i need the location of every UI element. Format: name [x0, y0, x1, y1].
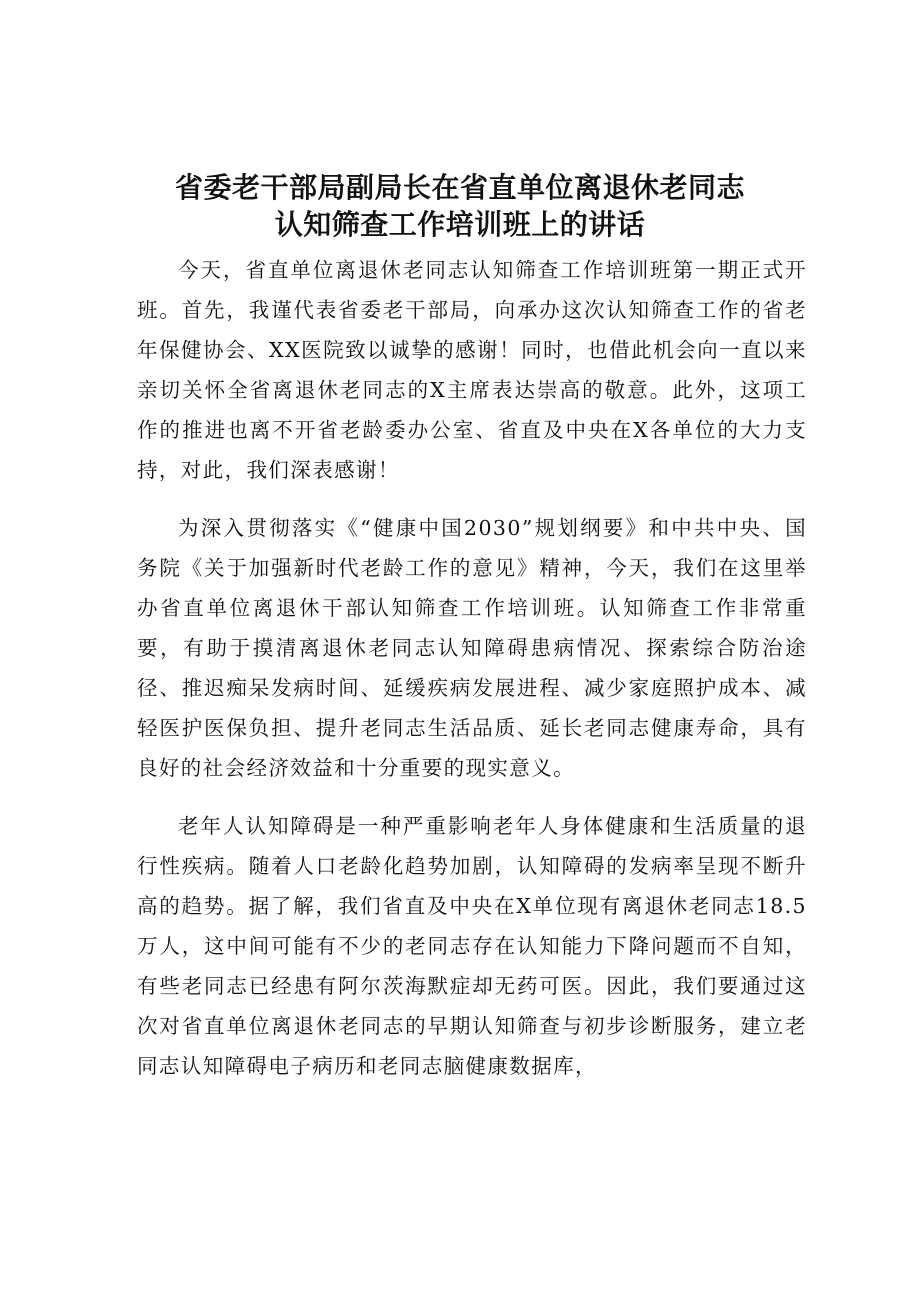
paragraph-background: 老年人认知障碍是一种严重影响老年人身体健康和生活质量的退行性疾病。随着人口老龄化趋势加剧，认知障碍的发病率呈现不断升高的趋势。据了解，我们省直及中央在X单位现有离退休老同志18.5万人，这中间可能有不少的老同志存在认知能力下降问题而不自知，有些老同志已经患有阿尔茨海默症却无药可医。因此，我们要通过这次对省直单位离退休老同志的早期认知筛查与初步诊断服务，建立老同志认知障碍电子病历和老同志脑健康数据库，	[137, 814, 807, 1078]
document-title-line-1: 省委老干部局副局长在省直单位离退休老同志	[174, 171, 745, 204]
document-title-line-2: 认知筛查工作培训班上的讲话	[274, 208, 646, 241]
paragraph-significance: 为深入贯彻落实《“健康中国2030”规划纲要》和中共中央、国务院《关于加强新时代老龄工作的意见》精神，今天，我们在这里举办省直单位离退休干部认知筛查工作培训班。认知筛查工作非常重要，有助于摸清离退休老同志认知障碍患病情况、探索综合防治途径、推迟痴呆发病时间、延缓疾病发展进程、减少家庭照护成本、减轻医护医保负担、提升老同志生活品质、延长老同志健康寿命，具有良好的社会经济效益和十分重要的现实意义。	[137, 516, 807, 780]
paragraph-opening: 今天，省直单位离退休老同志认知筛查工作培训班第一期正式开班。首先，我谨代表省委老干部局，向承办这次认知筛查工作的省老年保健协会、XX医院致以诚挚的感谢！同时，也借此机会向一直以来亲切关怀全省离退休老同志的X主席表达崇高的敬意。此外，这项工作的推进也离不开省老龄委办公室、省直及中央在X各单位的大力支持，对此，我们深表感谢！	[137, 258, 807, 482]
document-body	[137, 250, 807, 1104]
